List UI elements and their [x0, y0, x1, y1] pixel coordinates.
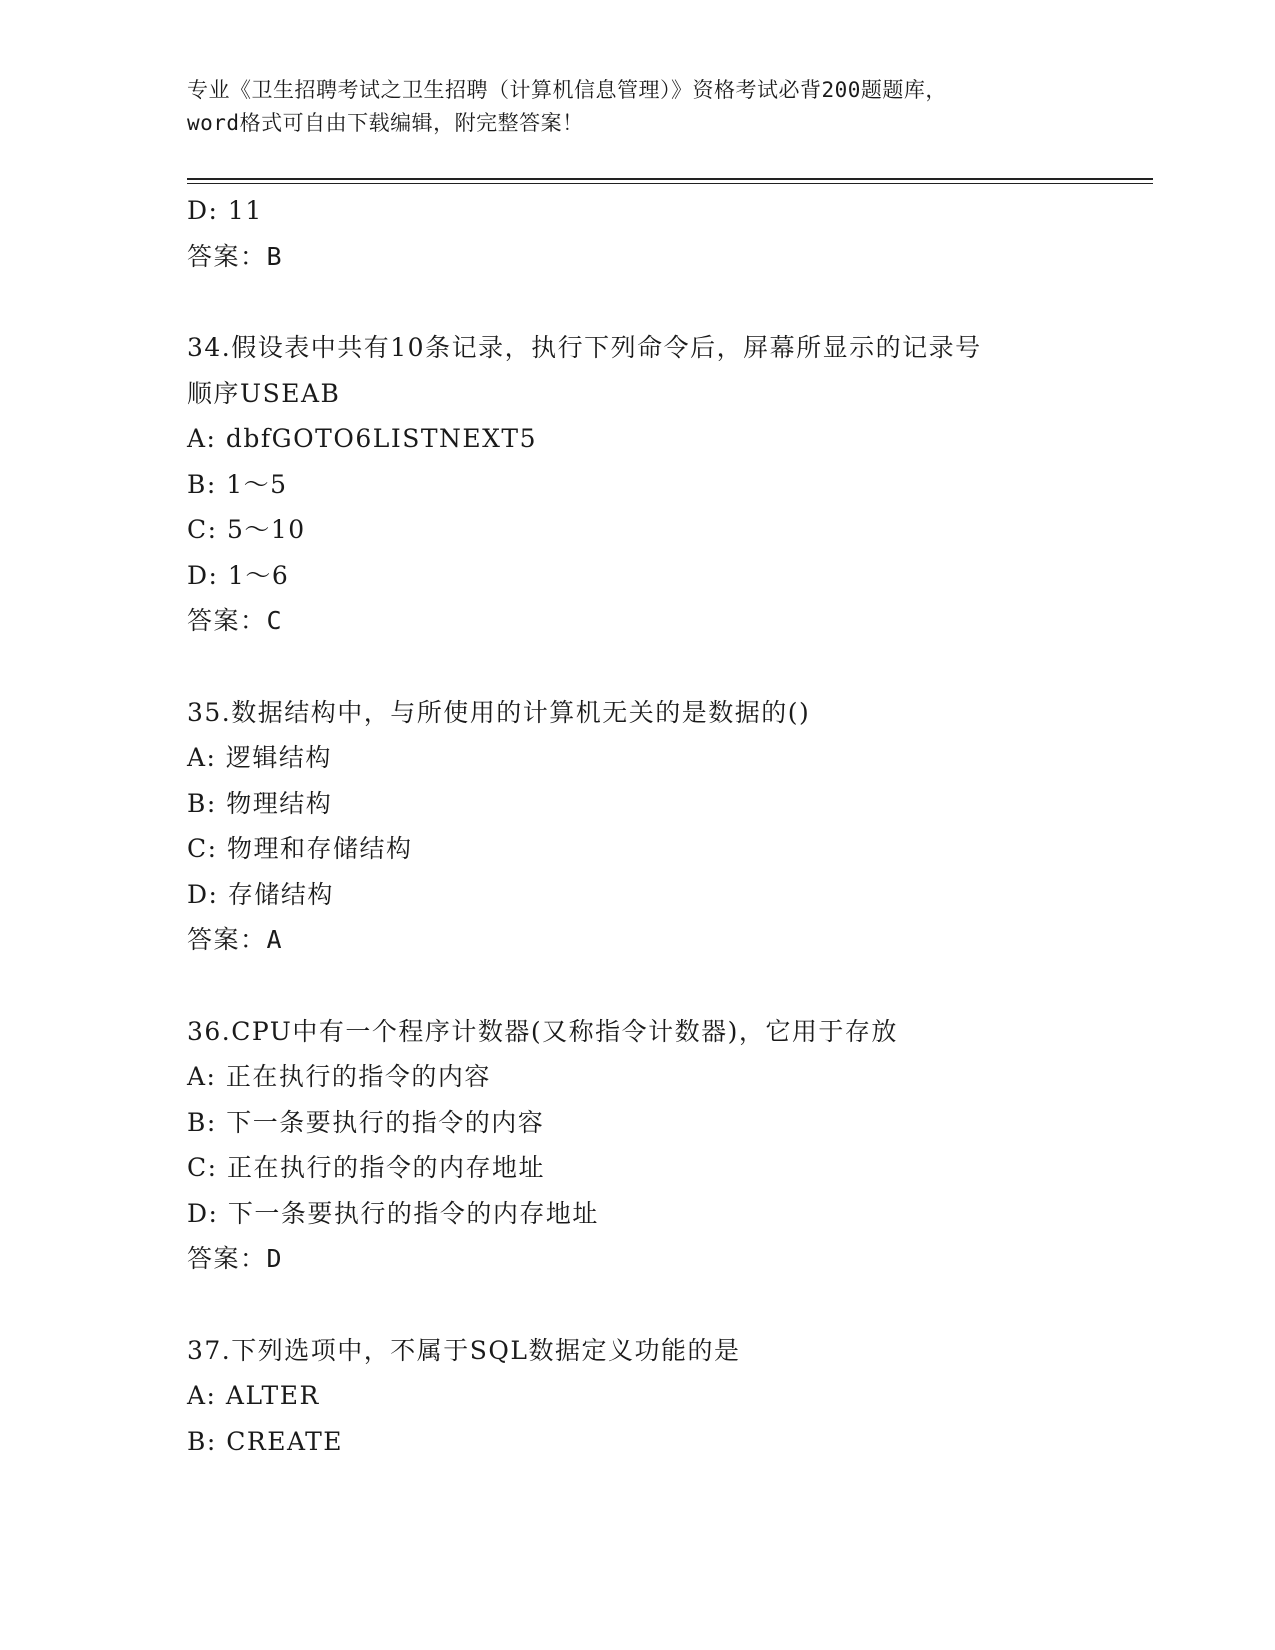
option-d: D: 存储结构: [187, 879, 334, 909]
option-b: B: 下一条要执行的指令的内容: [187, 1107, 545, 1137]
answer-value: C: [266, 606, 284, 635]
question-text: 37.下列选项中，不属于SQL数据定义功能的是: [187, 1335, 741, 1365]
header-line-2: word格式可自由下载编辑，附完整答案！: [187, 111, 584, 135]
question-34: [187, 325, 1153, 644]
answer-value: A: [266, 925, 284, 954]
option-a: A: 正在执行的指令的内容: [187, 1062, 491, 1091]
answer-value: D: [266, 1244, 284, 1273]
answer-label: 答案：: [187, 1244, 267, 1273]
option-d: D: 11: [187, 196, 263, 225]
answer-line: [187, 917, 1153, 963]
option-d: D: 下一条要执行的指令的内存地址: [187, 1198, 599, 1228]
question-text-continued: 顺序USEAB: [187, 378, 341, 408]
spacer: [187, 1282, 1153, 1328]
option-c: C: 正在执行的指令的内存地址: [187, 1153, 545, 1182]
spacer: [187, 644, 1153, 690]
answer-line: [187, 598, 1153, 644]
answer-label: 答案：: [187, 241, 267, 271]
question-text: 36.CPU中有一个程序计数器(又称指令计数器)，它用于存放: [187, 1016, 898, 1046]
question-list: [187, 188, 1153, 1464]
spacer: [187, 279, 1153, 325]
option-a: A: ALTER: [187, 1381, 320, 1410]
header-divider-thin: [187, 183, 1153, 184]
question-36: [187, 1009, 1153, 1282]
header-divider-thick: [187, 178, 1153, 180]
spacer: [187, 963, 1153, 1009]
option-a: A: 逻辑结构: [187, 743, 332, 772]
question-text: 34.假设表中共有10条记录，执行下列命令后，屏幕所显示的记录号: [187, 333, 982, 362]
question-33-tail: [187, 188, 1153, 279]
question-37: [187, 1328, 1153, 1465]
option-b: B: 1～5: [187, 469, 288, 499]
option-c: C: 5～10: [187, 515, 306, 544]
answer-line: [187, 1236, 1153, 1282]
answer-line: [187, 234, 1153, 280]
option-b: B: CREATE: [187, 1426, 344, 1456]
option-b: B: 物理结构: [187, 788, 333, 818]
header-line-1: 专业《卫生招聘考试之卫生招聘（计算机信息管理）》资格考试必背200题题库，: [187, 78, 947, 102]
option-d: D: 1～6: [187, 560, 290, 590]
answer-label: 答案：: [187, 925, 267, 954]
question-35: [187, 690, 1153, 963]
page-header: [187, 74, 1087, 140]
option-c: C: 物理和存储结构: [187, 834, 413, 863]
question-text: 35.数据结构中，与所使用的计算机无关的是数据的(): [187, 697, 811, 727]
answer-value: B: [266, 241, 284, 271]
option-a: A: dbfGOTO6LISTNEXT5: [187, 424, 538, 453]
answer-label: 答案：: [187, 606, 267, 635]
